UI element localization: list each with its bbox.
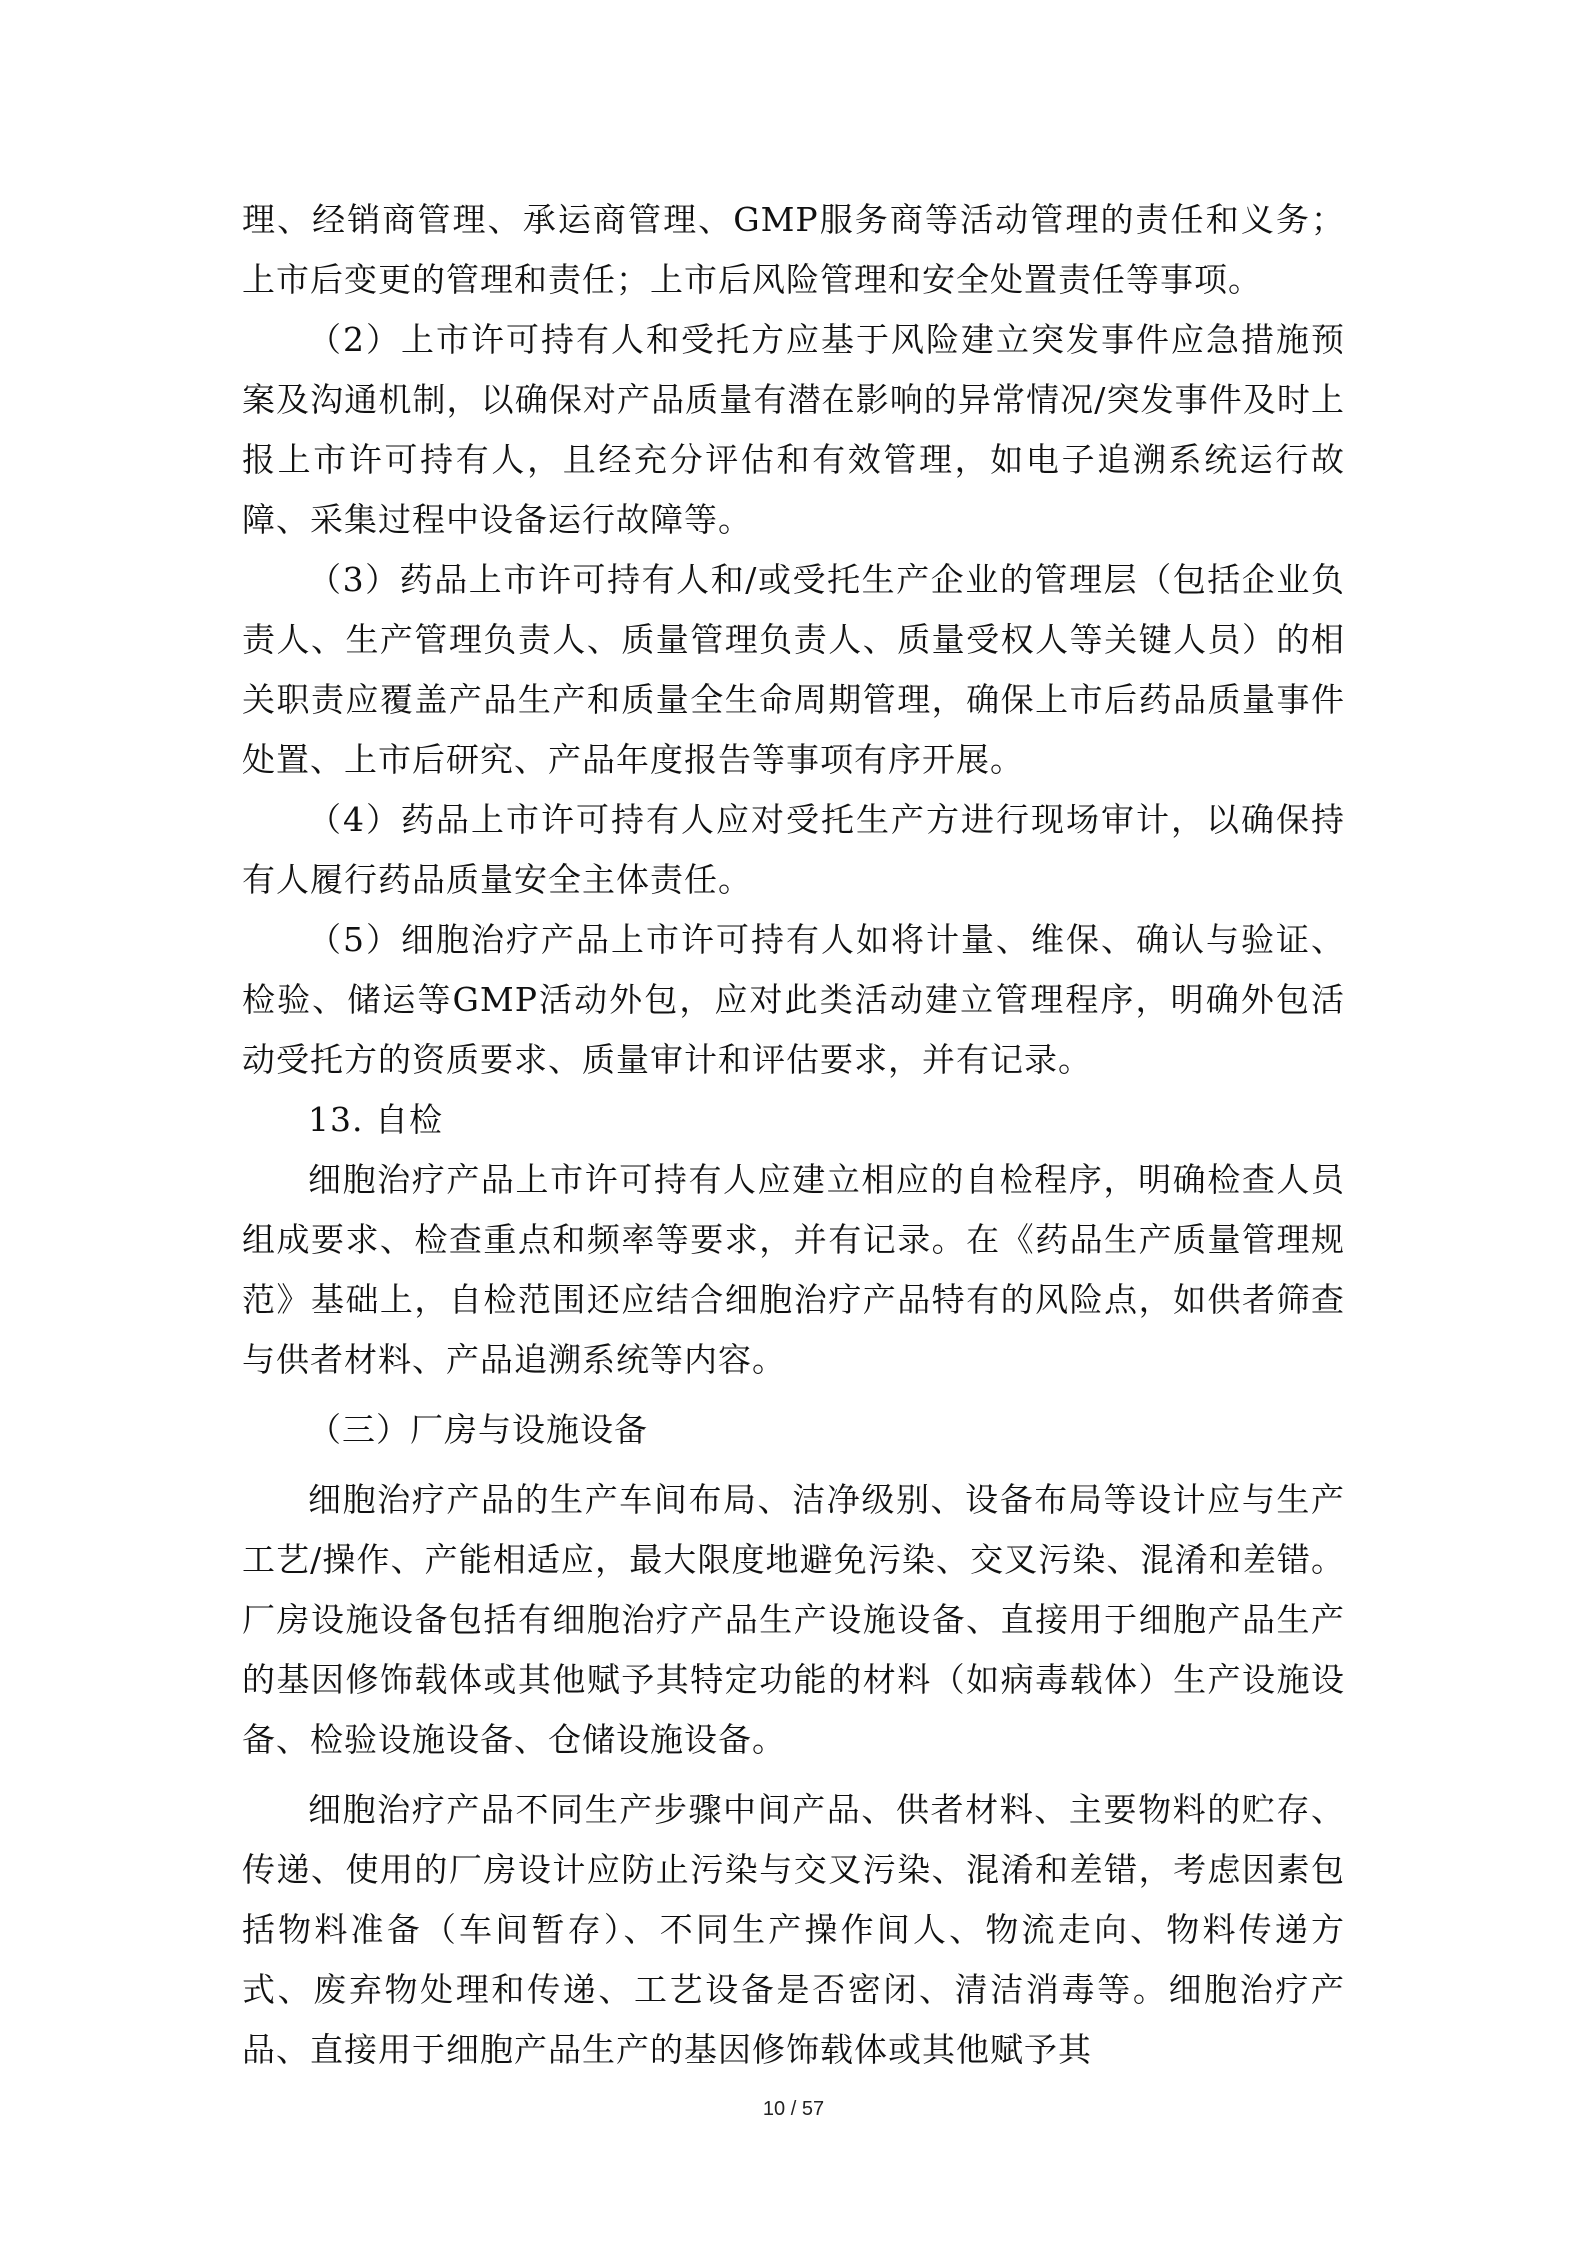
paragraph-self-inspection: 细胞治疗产品上市许可持有人应建立相应的自检程序，明确检查人员组成要求、检查重点和频率等要求，并有记录。在《药品生产质量管理规范》基础上，自检范围还应结合细胞治疗产品特有的风险点，如供者筛查与供者材料、产品追溯系统等内容。 [242,1160,1345,1379]
document-body [242,190,1345,2080]
paragraph-item-4: （4）药品上市许可持有人应对受托生产方进行现场审计，以确保持有人履行药品质量安全主体责任。 [242,800,1345,899]
paragraph-item-3: （3）药品上市许可持有人和/或受托生产企业的管理层（包括企业负责人、生产管理负责人、质量管理负责人、质量受权人等关键人员）的相关职责应覆盖产品生产和质量全生命周期管理，确保上市后药品质量事件处置、上市后研究、产品年度报告等事项有序开展。 [242,560,1345,779]
section-heading-facilities: （三）厂房与设施设备 [308,1410,648,1449]
paragraph-facilities-2: 细胞治疗产品不同生产步骤中间产品、供者材料、主要物料的贮存、传递、使用的厂房设计应防止污染与交叉污染、混淆和差错，考虑因素包括物料准备（车间暂存）、不同生产操作间人、物流走向、物料传递方式、废弃物处理和传递、工艺设备是否密闭、清洁消毒等。细胞治疗产品、直接用于细胞产品生产的基因修饰载体或其他赋予其 [242,1790,1345,2069]
paragraph-continuation: 理、经销商管理、承运商管理、GMP服务商等活动管理的责任和义务；上市后变更的管理和责任；上市后风险管理和安全处置责任等事项。 [242,200,1345,299]
paragraph-item-2: （2）上市许可持有人和受托方应基于风险建立突发事件应急措施预案及沟通机制，以确保对产品质量有潜在影响的异常情况/突发事件及时上报上市许可持有人，且经充分评估和有效管理，如电子追溯系统运行故障、采集过程中设备运行故障等。 [242,320,1345,539]
paragraph-facilities-1: 细胞治疗产品的生产车间布局、洁净级别、设备布局等设计应与生产工艺/操作、产能相适应，最大限度地避免污染、交叉污染、混淆和差错。厂房设施设备包括有细胞治疗产品生产设施设备、直接用于细胞产品生产的基因修饰载体或其他赋予其特定功能的材料（如病毒载体）生产设施设备、检验设施设备、仓储设施设备。 [242,1480,1345,1759]
paragraph-item-5: （5）细胞治疗产品上市许可持有人如将计量、维保、确认与验证、检验、储运等GMP活动外包，应对此类活动建立管理程序，明确外包活动受托方的资质要求、质量审计和评估要求，并有记录。 [242,920,1345,1079]
section-heading-self-inspection: 13. 自检 [308,1100,443,1139]
page-number: 10 / 57 [762,2098,825,2120]
